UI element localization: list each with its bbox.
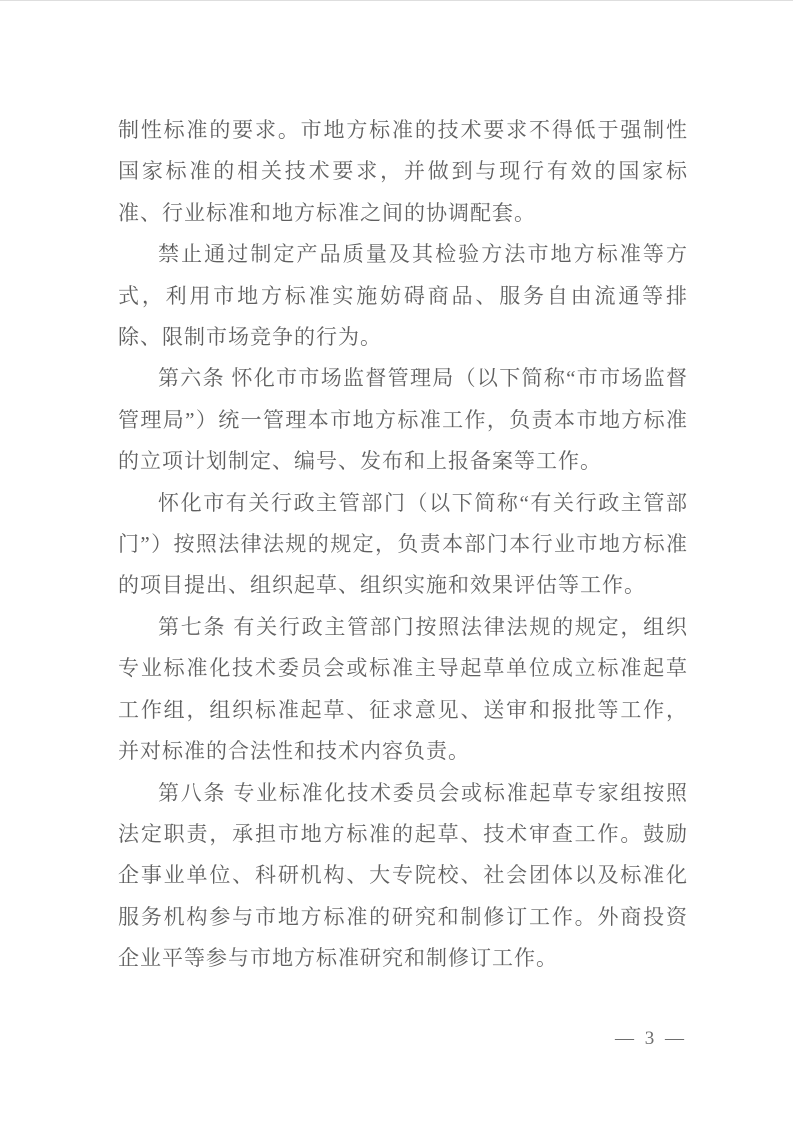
paragraph: 怀化市有关行政主管部门（以下简称“有关行政主管部门”）按照法律法规的规定，负责本部门本行业市地方标准的项目提出、组织起草、组织实施和效果评估等工作。 [118,490,688,598]
page-footer [0,1028,793,1058]
document-body [118,110,688,980]
scan-edge-line [0,0,793,1]
page-number: — 3 — [615,1028,687,1049]
paragraph-article-8: 第八条 专业标准化技术委员会或标准起草专家组按照法定职责，承担市地方标准的起草、技术审查工作。鼓励企事业单位、科研机构、大专院校、社会团体以及标准化服务机构参与市地方标准的研究和制修订工作。外商投资企业平等参与市地方标准研究和制修订工作。 [118,780,688,971]
paragraph-article-6: 第六条 怀化市市场监督管理局（以下简称“市市场监督管理局”）统一管理本市地方标准工作，负责本市地方标准的立项计划制定、编号、发布和上报备案等工作。 [118,366,688,474]
paragraph: 制性标准的要求。市地方标准的技术要求不得低于强制性国家标准的相关技术要求，并做到与现行有效的国家标准、行业标准和地方标准之间的协调配套。 [118,118,688,225]
paragraph-article-7: 第七条 有关行政主管部门按照法律法规的规定，组织专业标准化技术委员会或标准主导起草单位成立标准起草工作组，组织标准起草、征求意见、送审和报批等工作，并对标准的合法性和技术内容负责。 [118,614,688,764]
paragraph: 禁止通过制定产品质量及其检验方法市地方标准等方式，利用市地方标准实施妨碍商品、服务自由流通等排除、限制市场竞争的行为。 [118,242,688,350]
